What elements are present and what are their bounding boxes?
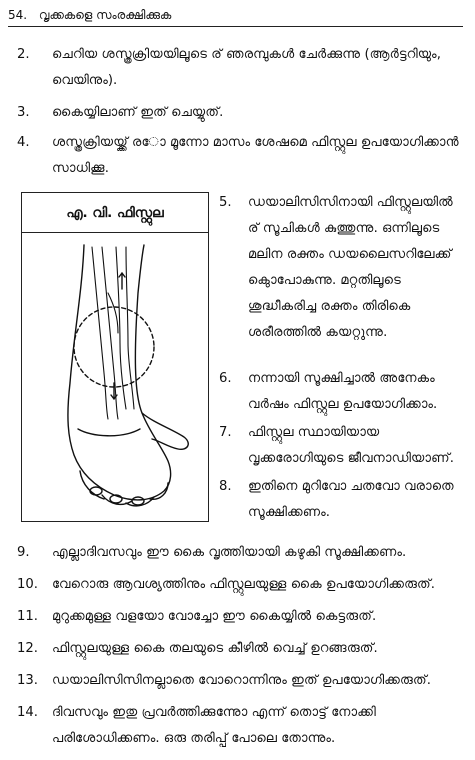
vein-lines — [92, 247, 108, 419]
thumb — [142, 413, 188, 449]
item-text: ഡയാലിസിസിനായി ഫിസ്റ്റുലയിൽ ര് സൂചികൾ കുത്തുന്നു. ഒന്നിലൂടെ മലിന രക്തം ഡയലൈസറിലേക്ക് കൊുപോകുന്നു. മറ്റതിലൂടെ ശുദ്ധീകരിച്ച രക്തം തിരികെ ശരീരത്തിൽ കയറ്റുന്നു. — [248, 195, 453, 340]
item-text: ദിവസവും ഇതു പ്രവർത്തിക്കുന്നുോ എന്ന് തൊട്ട് നോക്കി പരിശോധിക്കണം. ഒരു തരിപ്പ് പോലെ തോന്നും. — [52, 705, 376, 746]
item-number: 2. — [17, 47, 30, 62]
item-text: എല്ലാദിവസവും ഈ കൈ വൃത്തിയായി കഴുകി സൂക്ഷിക്കണം. — [52, 545, 407, 560]
item-text: കൈയ്യിലാണ് ഇത് ചെയ്യുത്. — [52, 105, 224, 120]
item-number: 10. — [17, 577, 38, 592]
fingers — [80, 471, 168, 506]
item-text: ഇതിനെ മുറിവോ ചതവോ വരാതെ സൂക്ഷിക്കണം. — [248, 479, 454, 520]
item-number: 7. — [219, 425, 232, 440]
item-number: 4. — [17, 135, 30, 150]
item-number: 5. — [219, 195, 232, 210]
item-number: 12. — [17, 641, 38, 656]
arm-illustration — [22, 233, 207, 520]
item-number: 8. — [219, 479, 232, 494]
item-text: ഡയാലിസിസിനല്ലാതെ വോറൊന്നിനും ഇത് ഉപയോഗിക്കരുത്. — [52, 673, 431, 688]
page-number: 54. — [8, 8, 28, 22]
item-text: വേറൊരു ആവശ്യത്തിനും ഫിസ്റ്റുലയുള്ള കൈ ഉപയോഗിക്കരുത്. — [52, 577, 435, 592]
item-number: 9. — [17, 545, 30, 560]
item-text: ഫിസ്റ്റുലയുള്ള കൈ തലയുടെ കീഴിൽ വെച്ച് ഉറങ്ങരുത്. — [52, 641, 378, 656]
av-fistula-figure — [21, 192, 209, 522]
item-text: ശസ്ത്രക്രിയയ്ക്ക് ര​ോ മൂന്നോ മാസം ശേഷമെ ഫിസ്റ്റുല ഉപയോഗിക്കാൻ സാധിക്കൂ. — [52, 135, 459, 176]
running-header — [8, 6, 463, 27]
item-number: 11. — [17, 609, 38, 624]
figure-title: എ. വി. ഫിസ്റ്റുല — [22, 193, 208, 233]
item-text: ഫിസ്റ്റുല സ്ഥായിയായ വൃക്കരോഗിയുടെ ജീവനാഡിയാണ്. — [248, 425, 454, 466]
item-text: ചെറിയ ശസ്ത്രക്രിയയിലൂടെ ര് ഞരമ്പുകൾ ചേർക്കുന്നു (ആർട്ടറിയും, വെയിനും). — [52, 47, 441, 88]
item-number: 3. — [17, 105, 30, 120]
item-number: 6. — [219, 371, 232, 386]
item-number: 14. — [17, 705, 38, 720]
chapter-title: വൃക്കകളെ സംരക്ഷിക്കുക — [38, 8, 172, 22]
item-text: നന്നായി സൂക്ഷിച്ചാൽ അനേകം വർഷം ഫിസ്റ്റുല ഉപയോഗിക്കാം. — [248, 371, 438, 412]
item-number: 13. — [17, 673, 38, 688]
item-text: മുറുക്കമുള്ള വളയോ വോച്ചോ ഈ കൈയ്യിൽ കെട്ടരുത്. — [52, 609, 377, 624]
